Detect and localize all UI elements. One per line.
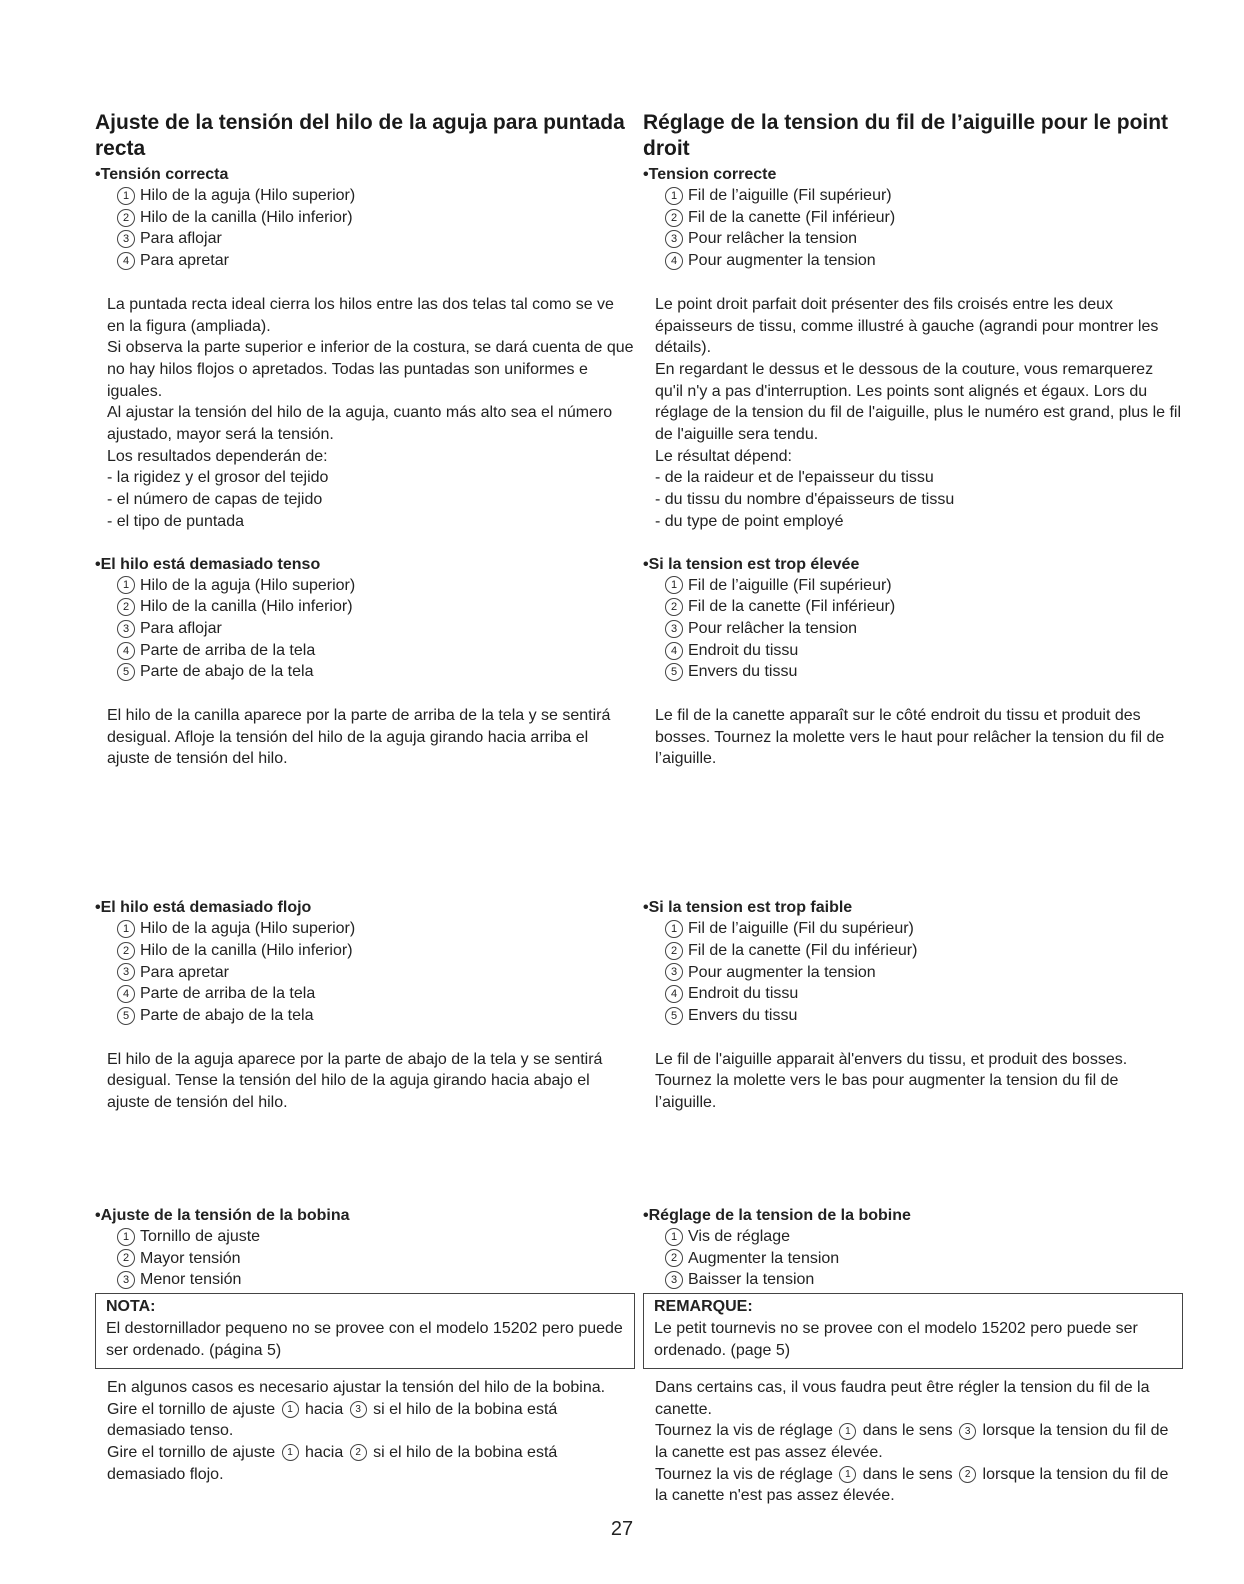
circled-number: 1 [117,920,135,938]
circled-number: 1 [665,187,683,205]
circled-number: 3 [665,963,683,981]
circled-number: 4 [665,642,683,660]
circled-number: 1 [665,576,683,594]
spanish-column [95,110,635,1485]
circled-number: 2 [665,1249,683,1267]
section-heading-bobbin-fr: • Réglage de la tension de la bobine [643,1206,1183,1226]
list-item: 1 Fil de l’aiguille (Fil supérieur) [665,185,1183,207]
circled-number: 3 [117,1271,135,1289]
section-heading-loose-es: • El hilo está demasiado flojo [95,898,635,918]
circled-number: 3 [117,620,135,638]
circled-number: 2 [117,942,135,960]
circled-number: 2 [959,1466,976,1483]
list-item: 2 Fil de la canette (Fil du inférieur) [665,940,1183,962]
legend-list-tight-es [117,575,635,684]
circled-number: 3 [117,230,135,248]
legend-list-bobbin-es [117,1226,635,1291]
circled-number: 2 [117,1249,135,1267]
section-heading-bobbin-es: • Ajuste de la tensión de la bobina [95,1206,635,1226]
note-text: Le petit tournevis no se provee con el modelo 15202 pero puede ser ordenado. (page 5) [654,1319,1138,1359]
page-title-es: Ajuste de la tensión del hilo de la aguja para puntada recta [95,111,625,160]
list-item: 1 Fil de l’aiguille (Fil du supérieur) [665,918,1183,940]
list-item: 1 Vis de réglage [665,1226,1183,1248]
list-item: 4 Parte de arriba de la tela [117,983,635,1005]
list-item: 3 Para apretar [117,962,635,984]
circled-number: 4 [117,252,135,270]
note-title: REMARQUE: [654,1297,753,1315]
list-item: 4 Endroit du tissu [665,640,1183,662]
list-item: 1 Tornillo de ajuste [117,1226,635,1248]
circled-number: 3 [959,1423,976,1440]
list-item: 2 Mayor tensión [117,1248,635,1270]
circled-number: 3 [665,1271,683,1289]
list-item: 4 Pour augmenter la tension [665,250,1183,272]
paragraph-bobbin-fr: Dans certains cas, il vous faudra peut être régler la tension du fil de la canette. Tournez la vis de réglage 1 dans le sens 3 lorsque la tension du fil de la canette est pas assez élevée. Tournez la vis de réglage 1 dans le sens 2 lorsque la tension du fil de la canette n'est pas assez élevée. [655,1378,1169,1505]
paragraph-bobbin-es: En algunos casos es necesario ajustar la tensión del hilo de la bobina. Gire el tornillo de ajuste 1 hacia 3 si el hilo de la bobina está demasiado tenso. Gire el tornillo de ajuste 1 hacia 2 si el hilo de la bobina está demasiado flojo. [107,1378,606,1483]
list-item: 1 Hilo de la aguja (Hilo superior) [117,575,635,597]
section-heading-correct-fr: • Tension correcte [643,165,1183,185]
list-item: 2 Fil de la canette (Fil inférieur) [665,596,1183,618]
circled-number: 1 [282,1401,299,1418]
list-item: 3 Pour relâcher la tension [665,228,1183,250]
list-item: 3 Pour relâcher la tension [665,618,1183,640]
circled-number: 2 [665,942,683,960]
list-item: 2 Hilo de la canilla (Hilo inferior) [117,207,635,229]
list-item: 3 Baisser la tension [665,1269,1183,1291]
list-item: 4 Endroit du tissu [665,983,1183,1005]
list-item: 2 Hilo de la canilla (Hilo inferior) [117,940,635,962]
circled-number: 2 [665,209,683,227]
circled-number: 3 [665,620,683,638]
note-box-es [95,1293,635,1369]
note-box-fr [643,1293,1183,1369]
section-heading-correct-es: • Tensión correcta [95,165,635,185]
circled-number: 1 [117,576,135,594]
circled-number: 2 [117,598,135,616]
list-item: 3 Menor tensión [117,1269,635,1291]
circled-number: 1 [839,1466,856,1483]
circled-number: 2 [350,1444,367,1461]
circled-number: 4 [665,985,683,1003]
paragraph-correct-fr: Le point droit parfait doit présenter des fils croisés entre les deux épaisseurs de tissu, comme illustré à gauche (agrandi pour montrer les détails). En regardant le dessus et le dessous de la couture, vous remarquerez qu'il n'y a pas d'interruption. Les points sont alignés et égaux. Lors du réglage de la tension du fil de l'aiguille, plus le numéro est grand, plus le fil de l'aiguille sera tendu. Le résultat dépend: - de la raideur et de l'epaisseur du tissu - du tissu du nombre d'épaisseurs de tissu - du type de point employé [655,295,1182,530]
circled-number: 1 [282,1444,299,1461]
circled-number: 4 [117,985,135,1003]
circled-number: 3 [117,963,135,981]
circled-number: 4 [117,642,135,660]
circled-number: 1 [839,1423,856,1440]
circled-number: 2 [117,209,135,227]
circled-number: 3 [350,1401,367,1418]
circled-number: 1 [117,187,135,205]
circled-number: 5 [117,663,135,681]
legend-list-correct-es [117,185,635,272]
circled-number: 1 [665,920,683,938]
list-item: 3 Para aflojar [117,618,635,640]
list-item: 1 Hilo de la aguja (Hilo superior) [117,185,635,207]
paragraph-tight-es: El hilo de la canilla aparece por la parte de arriba de la tela y se sentirá desigual. Afloje la tensión del hilo de la aguja girando hacia arriba el ajuste de tensión del hilo. [107,707,611,768]
list-item: 4 Parte de arriba de la tela [117,640,635,662]
circled-number: 5 [117,1007,135,1025]
legend-list-loose-fr [665,918,1183,1027]
note-title: NOTA: [106,1297,156,1315]
french-column [643,110,1183,1507]
list-item: 5 Parte de abajo de la tela [117,661,635,683]
legend-list-bobbin-fr [665,1226,1183,1291]
paragraph-correct-es: La puntada recta ideal cierra los hilos entre las dos telas tal como se ve en la figura (ampliada). Si observa la parte superior e inferior de la costura, se dará cuenta de que no hay hilos flojos o apretados. Todas las puntadas son uniformes e iguales. Al ajustar la tensión del hilo de la aguja, cuanto más alto sea el número ajustado, mayor será la tensión. Los resultados dependerán de: - la rigidez y el grosor del tejido - el número de capas de tejido - el tipo de puntada [107,295,634,530]
paragraph-loose-fr: Le fil de l'aiguille apparait àl'envers du tissu, et produit des bosses. Tournez la molette vers le bas pour augmenter la tension du fil de l’aiguille. [655,1050,1128,1112]
list-item: 3 Pour augmenter la tension [665,962,1183,984]
circled-number: 1 [117,1228,135,1246]
circled-number: 2 [665,598,683,616]
section-heading-tight-fr: • Si la tension est trop élevée [643,555,1183,575]
list-item: 2 Fil de la canette (Fil inférieur) [665,207,1183,229]
legend-list-correct-fr [665,185,1183,272]
list-item: 3 Para aflojar [117,228,635,250]
note-text: El destornillador pequeno no se provee con el modelo 15202 pero puede ser ordenado. (página 5) [106,1319,623,1359]
list-item: 1 Hilo de la aguja (Hilo superior) [117,918,635,940]
circled-number: 5 [665,663,683,681]
paragraph-tight-fr: Le fil de la canette apparaît sur le côté endroit du tissu et produit des bosses. Tournez la molette vers le haut pour relâcher la tension du fil de l’aiguille. [655,707,1165,768]
list-item: 5 Envers du tissu [665,1005,1183,1027]
legend-list-loose-es [117,918,635,1027]
page-title-fr: Réglage de la tension du fil de l’aiguille pour le point droit [643,111,1169,160]
list-item: 2 Hilo de la canilla (Hilo inferior) [117,596,635,618]
page-number: 27 [610,1518,634,1540]
list-item: 2 Augmenter la tension [665,1248,1183,1270]
section-heading-loose-fr: • Si la tension est trop faible [643,898,1183,918]
circled-number: 4 [665,252,683,270]
list-item: 5 Parte de abajo de la tela [117,1005,635,1027]
circled-number: 3 [665,230,683,248]
list-item: 1 Fil de l’aiguille (Fil supérieur) [665,575,1183,597]
paragraph-loose-es: El hilo de la aguja aparece por la parte de abajo de la tela y se sentirá desigual. Tense la tensión del hilo de la aguja girando hacia abajo el ajuste de tensión del hilo. [107,1050,603,1112]
section-heading-tight-es: • El hilo está demasiado tenso [95,555,635,575]
list-item: 5 Envers du tissu [665,661,1183,683]
legend-list-tight-fr [665,575,1183,684]
list-item: 4 Para apretar [117,250,635,272]
circled-number: 1 [665,1228,683,1246]
circled-number: 5 [665,1007,683,1025]
